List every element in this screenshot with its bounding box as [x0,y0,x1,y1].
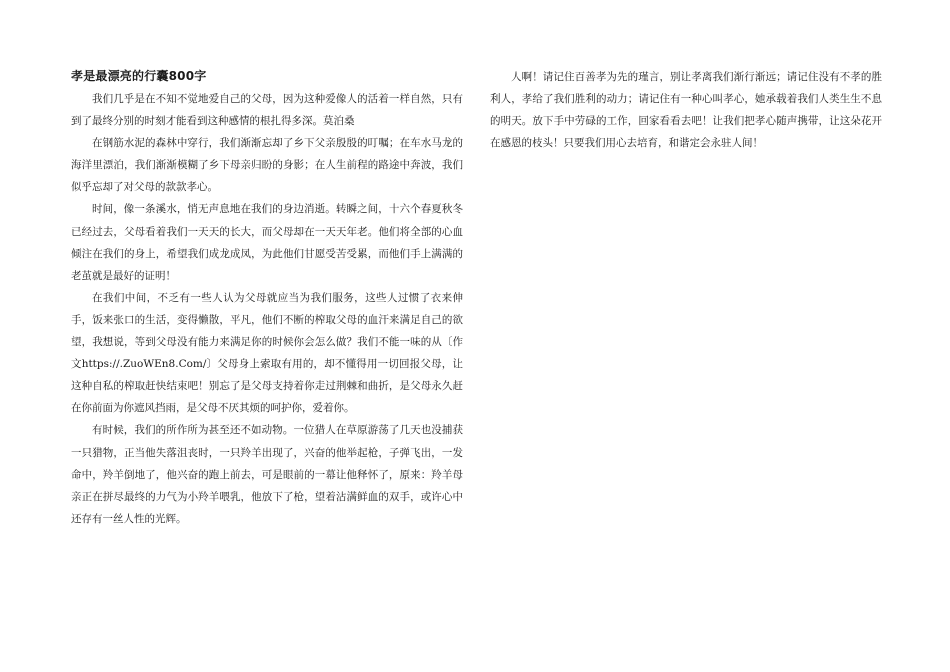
document-title: 孝是最漂亮的行囊800字 [71,69,207,83]
paragraph: 在钢筋水泥的森林中穿行，我们渐渐忘却了乡下父亲殷殷的叮嘱；在车水马龙的海洋里漂泊，我们渐渐模糊了乡下母亲归盼的身影；在人生前程的路途中奔波，我们似乎忘却了对父母的款款孝心。 [71,137,463,194]
paragraph: 我们几乎是在不知不觉地爱自己的父母，因为这种爱像人的活着一样自然，只有到了最终分别的时刻才能看到这种感情的根扎得多深。莫泊桑 [71,93,463,128]
paragraph: 有时候，我们的所作所为甚至还不如动物。一位猎人在草原游荡了几天也没捕获一只猎物，正当他失落沮丧时，一只羚羊出现了，兴奋的他举起枪，子弹飞出，一发命中，羚羊倒地了，他兴奋的跑上前去，可是眼前的一幕让他释怀了，原来：羚羊母亲正在拼尽最终的力气为小羚羊喂乳，他放下了枪，望着沾满鲜血的双手，或许心中还存有一丝人性的光辉。 [71,424,463,525]
paragraph: 人啊！请记住百善孝为先的瑾言，别让孝离我们渐行渐远；请记住没有不孝的胜利人，孝给了我们胜利的动力；请记住有一种心叫孝心，她承载着我们人类生生不息的明天。放下手中劳碌的工作，回家看看去吧！让我们把孝心随声携带，让这朵花开在感恩的枝头！只要我们用心去培育，和谐定会永驻人间！ [490,71,882,150]
right-column [490,66,882,154]
paragraph: 在我们中间，不乏有一些人认为父母就应当为我们服务，这些人过惯了衣来伸手，饭来张口的生活，变得懒散，平凡，他们不断的榨取父母的血汗来满足自己的欲望，我想说，等到父母没有能力来满足你的时候你会怎么做？我们不能一味的从〔作文https://.ZuoWEn8.Com/〕父母身上索取有用的，却不懂得用一切回报父母，让这种自私的榨取赶快结束吧！别忘了是父母支持着你走过荆棘和曲折，是父母永久赶在你前面为你遮风挡雨，是父母不厌其烦的呵护你，爱着你。 [71,291,463,415]
left-column [71,66,463,530]
paragraph: 时间，像一条溪水，悄无声息地在我们的身边消逝。转瞬之间，十六个春夏秋冬已经过去，父母看着我们一天天的长大，而父母却在一天天年老。他们将全部的心血倾注在我们的身上，希望我们成龙成凤，为此他们甘愿受苦受累，而他们手上满满的老茧就是最好的证明！ [71,203,463,282]
